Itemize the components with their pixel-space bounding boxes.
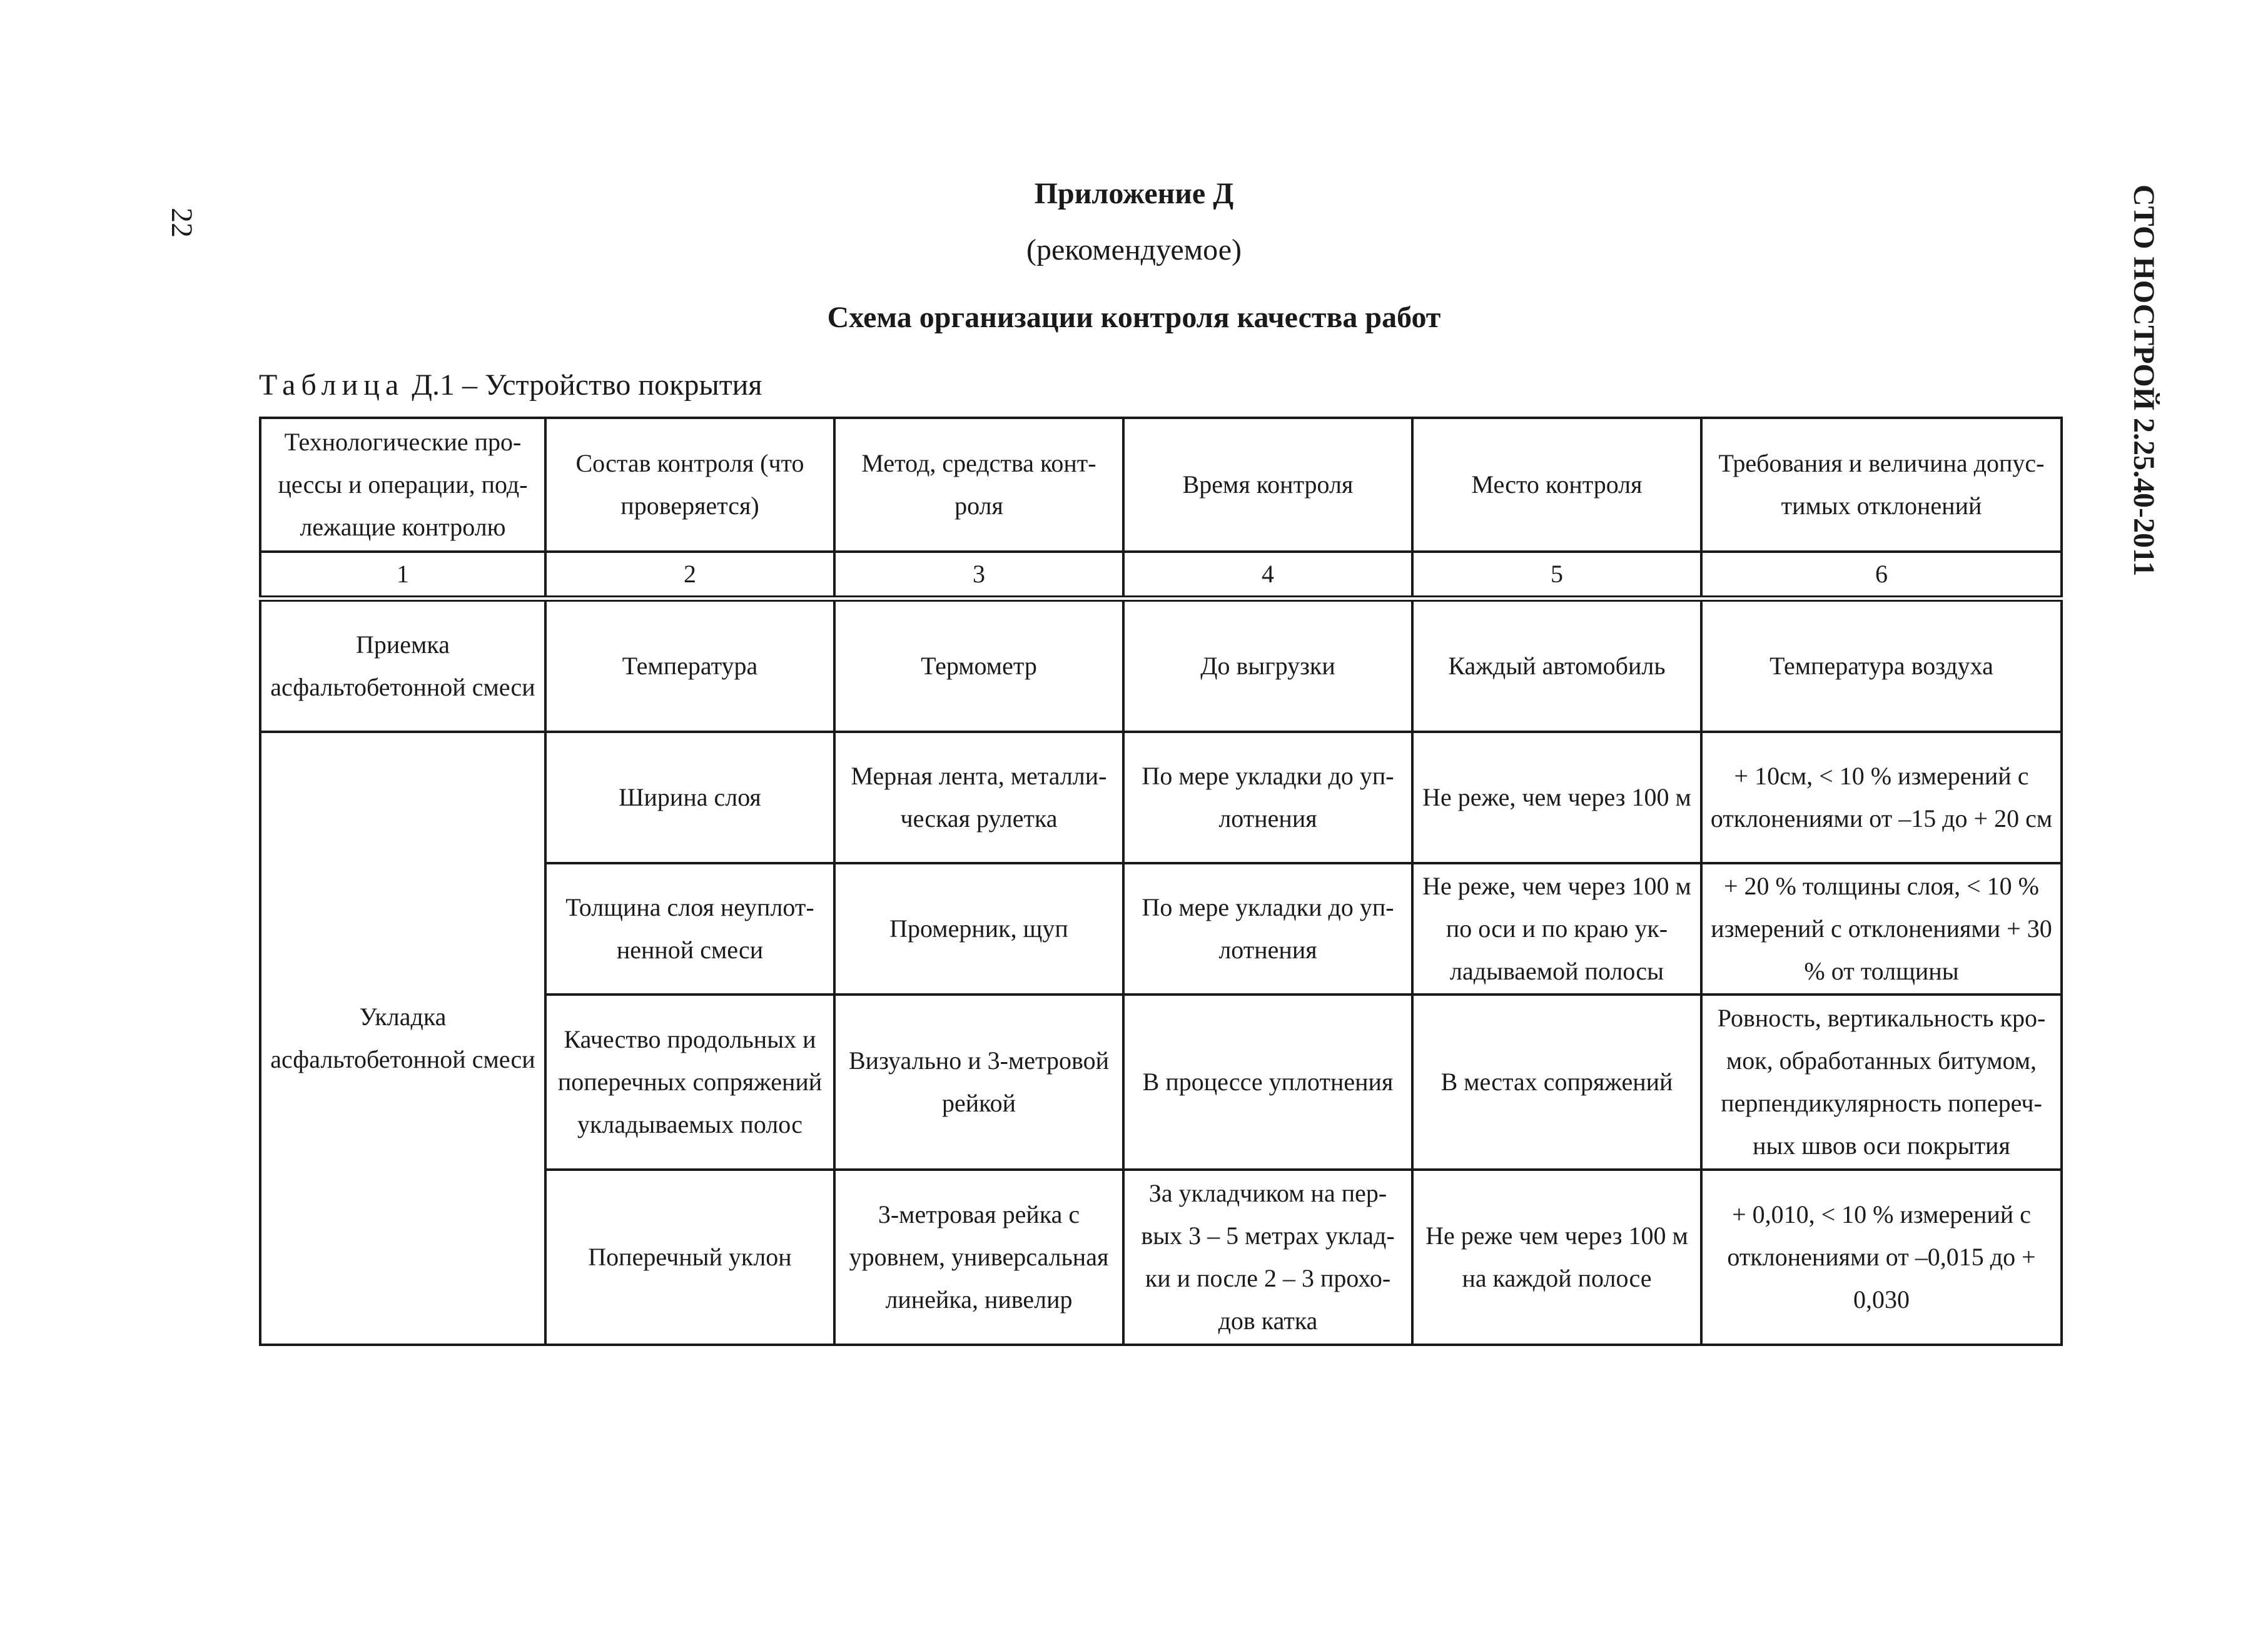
page-number: 22 <box>165 208 198 238</box>
header-cell: Место контроля <box>1412 418 1701 552</box>
method-cell: Мерная лента, металли-ческая рулетка <box>834 732 1123 863</box>
what-cell: Ширина слоя <box>545 732 834 863</box>
table-caption-prefix: Таблица <box>259 368 405 402</box>
column-number: 2 <box>545 552 834 599</box>
appendix-subtitle: (рекомендуемое) <box>1026 233 1242 266</box>
quality-control-table <box>259 417 2063 1346</box>
method-cell: Визуально и 3-метровой рейкой <box>834 995 1123 1170</box>
place-cell: Не реже чем через 100 м на каждой полосе <box>1412 1170 1701 1345</box>
time-cell: По мере укладки до уп-лотнения <box>1123 732 1412 863</box>
time-cell: За укладчиком на пер-вых 3 – 5 метрах уклад-ки и после 2 – 3 прохо-дов катка <box>1123 1170 1412 1345</box>
method-cell: Промерник, щуп <box>834 863 1123 995</box>
header-cell: Состав контроля (что проверяется) <box>545 418 834 552</box>
header-cell: Технологические про-цессы и операции, под-лежащие контролю <box>260 418 545 552</box>
place-cell: Не реже, чем через 100 м по оси и по краю ук-ладываемой полосы <box>1412 863 1701 995</box>
table-header-row <box>260 418 2062 552</box>
place-cell: Не реже, чем через 100 м <box>1412 732 1701 863</box>
what-cell: Поперечный уклон <box>545 1170 834 1345</box>
method-cell: 3-метровая рейка с уровнем, универсальная линейка, нивелир <box>834 1170 1123 1345</box>
time-cell: По мере укладки до уп-лотнения <box>1123 863 1412 995</box>
table-row <box>260 732 2062 863</box>
column-number: 1 <box>260 552 545 599</box>
column-number: 5 <box>1412 552 1701 599</box>
table-row <box>260 599 2062 732</box>
requirements-cell: Ровность, вертикальность кро-мок, обработанных битумом, перпендикулярность попереч-ных швов оси покрытия <box>1701 995 2062 1170</box>
header-cell: Время контроля <box>1123 418 1412 552</box>
time-cell: До выгрузки <box>1123 599 1412 732</box>
header-cell: Метод, средства конт-роля <box>834 418 1123 552</box>
scheme-title: Схема организации контроля качества работ <box>827 301 1441 334</box>
time-cell: В процессе уплотнения <box>1123 995 1412 1170</box>
method-cell: Термометр <box>834 599 1123 732</box>
table-caption-text: Д.1 – Устройство покрытия <box>412 368 762 402</box>
process-cell: Приемка асфальтобетонной смеси <box>260 599 545 732</box>
what-cell: Толщина слоя неуплот-ненной смеси <box>545 863 834 995</box>
standard-code: СТО НОСТРОЙ 2.25.40-2011 <box>2127 185 2160 577</box>
appendix-title: Приложение Д <box>1034 177 1234 210</box>
what-cell: Температура <box>545 599 834 732</box>
process-cell: Укладка асфальтобетонной смеси <box>260 732 545 1345</box>
header-cell: Требования и величина допус-тимых отклонений <box>1701 418 2062 552</box>
column-number: 4 <box>1123 552 1412 599</box>
column-number-row <box>260 552 2062 599</box>
requirements-cell: Температура воздуха <box>1701 599 2062 732</box>
column-number: 6 <box>1701 552 2062 599</box>
requirements-cell: + 0,010, < 10 % измерений с отклонениями от –0,015 до + 0,030 <box>1701 1170 2062 1345</box>
requirements-cell: + 10см, < 10 % измерений с отклонениями от –15 до + 20 см <box>1701 732 2062 863</box>
place-cell: В местах сопряжений <box>1412 995 1701 1170</box>
column-number: 3 <box>834 552 1123 599</box>
requirements-cell: + 20 % толщины слоя, < 10 % измерений с отклонениями + 30 % от толщины <box>1701 863 2062 995</box>
what-cell: Качество продольных и поперечных сопряжений укладываемых полос <box>545 995 834 1170</box>
place-cell: Каждый автомобиль <box>1412 599 1701 732</box>
table-caption <box>259 368 762 402</box>
